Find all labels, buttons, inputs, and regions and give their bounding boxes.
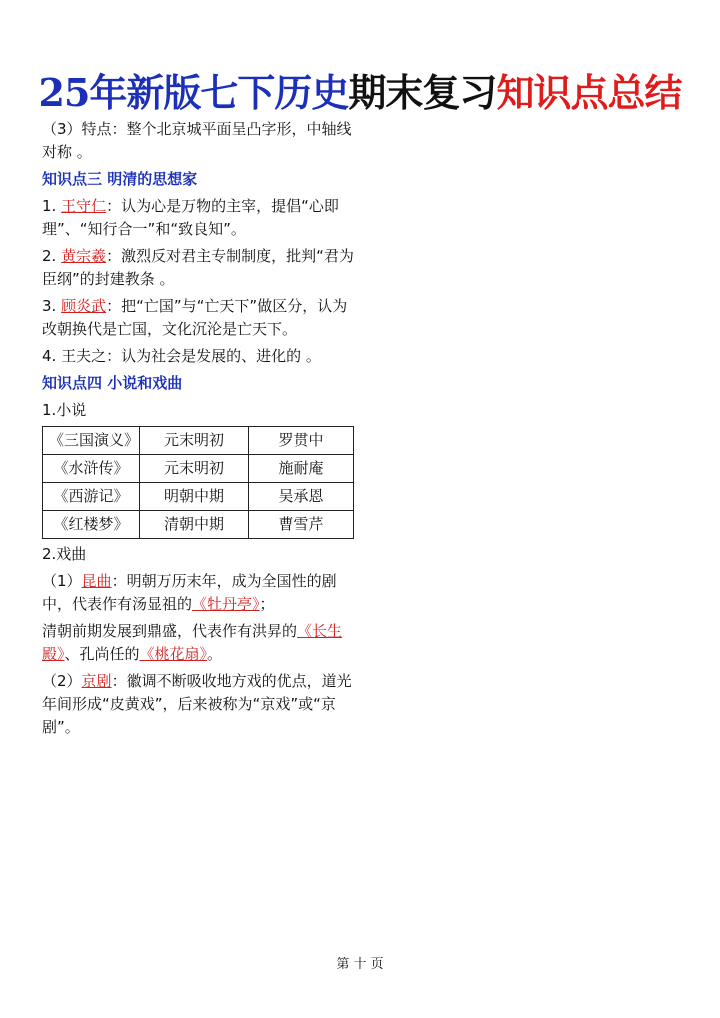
table-row — [43, 455, 354, 483]
opera-text: ：明朝万历末年，成为全国性的剧中，代表作有汤显祖的 — [42, 572, 337, 613]
table-cell-author: 施耐庵 — [249, 455, 354, 483]
table-row — [43, 427, 354, 455]
kunqu-paragraph-continued — [42, 620, 362, 666]
thinker-item — [42, 345, 362, 368]
kunqu-paragraph — [42, 570, 362, 616]
table-cell-book: 《水浒传》 — [43, 455, 140, 483]
title-part-3: 知识点总结 — [496, 70, 682, 115]
paragraph-feature — [42, 118, 362, 164]
item-text: 整个北京城平面呈凸字形，中轴线对称 。 — [42, 120, 352, 161]
document-body — [42, 118, 362, 743]
thinker-text: ：认为社会是发展的、进化的 。 — [106, 347, 321, 365]
thinker-name: 顾炎武 — [61, 297, 107, 315]
item-number: 2. — [42, 247, 57, 265]
thinker-name: 黄宗羲 — [61, 247, 107, 265]
thinker-item — [42, 295, 362, 341]
opera-text: 清朝前期发展到鼎盛，代表作有洪昇的 — [42, 622, 298, 640]
thinker-text: ：把“亡国”与“亡天下”做区分，认为改朝换代是亡国，文化沉沦是亡天下。 — [42, 297, 348, 338]
table-row — [43, 511, 354, 539]
thinker-name: 王夫之 — [61, 347, 107, 365]
section-heading-thinkers: 知识点三 明清的思想家 — [42, 170, 198, 188]
opera-work: 《长生殿》 — [42, 622, 343, 663]
novels-label: 1.小说 — [42, 401, 87, 419]
thinker-name: 王守仁 — [61, 197, 107, 215]
table-cell-author: 曹雪芹 — [249, 511, 354, 539]
page-title — [0, 62, 720, 117]
title-part-2: 期末复习 — [348, 70, 497, 115]
opera-text: 、孔尚任的 — [64, 645, 140, 663]
opera-label: 2.戏曲 — [42, 545, 87, 563]
table-cell-book: 《三国演义》 — [43, 427, 140, 455]
section-heading-novels-opera: 知识点四 小说和戏曲 — [42, 374, 183, 392]
table-cell-era: 明朝中期 — [140, 483, 249, 511]
title-part-1: 25年新版七下历史 — [38, 70, 349, 115]
thinker-item — [42, 245, 362, 291]
table-cell-author: 罗贯中 — [249, 427, 354, 455]
table-cell-era: 元末明初 — [140, 427, 249, 455]
item-prefix: （2） — [42, 672, 82, 690]
item-prefix: （3）特点： — [42, 120, 127, 138]
opera-text: 。 — [207, 645, 223, 663]
opera-text: ； — [259, 595, 275, 613]
jingju-paragraph — [42, 670, 362, 739]
thinker-text: ：激烈反对君主专制制度，批判“君为臣纲”的封建教条 。 — [42, 247, 354, 288]
table-cell-author: 吴承恩 — [249, 483, 354, 511]
item-number: 1. — [42, 197, 57, 215]
item-prefix: （1） — [42, 572, 82, 590]
table-cell-book: 《红楼梦》 — [43, 511, 140, 539]
opera-name: 昆曲 — [81, 572, 112, 590]
table-cell-era: 元末明初 — [140, 455, 249, 483]
table-cell-book: 《西游记》 — [43, 483, 140, 511]
opera-name: 京剧 — [81, 672, 112, 690]
thinker-item — [42, 195, 362, 241]
table-row — [43, 483, 354, 511]
thinker-text: ：认为心是万物的主宰，提倡“心即理”、“知行合一”和“致良知”。 — [42, 197, 339, 238]
item-number: 4. — [42, 347, 57, 365]
opera-work: 《桃花扇》 — [139, 645, 208, 663]
item-number: 3. — [42, 297, 57, 315]
table-cell-era: 清朝中期 — [140, 511, 249, 539]
page-number: 第 十 页 — [336, 957, 384, 972]
opera-work: 《牡丹亭》 — [192, 595, 260, 613]
opera-text: ：徽调不断吸收地方戏的优点，道光年间形成“皮黄戏”，后来被称为“京戏”或“京剧”。 — [42, 672, 352, 736]
novels-table — [42, 426, 354, 539]
